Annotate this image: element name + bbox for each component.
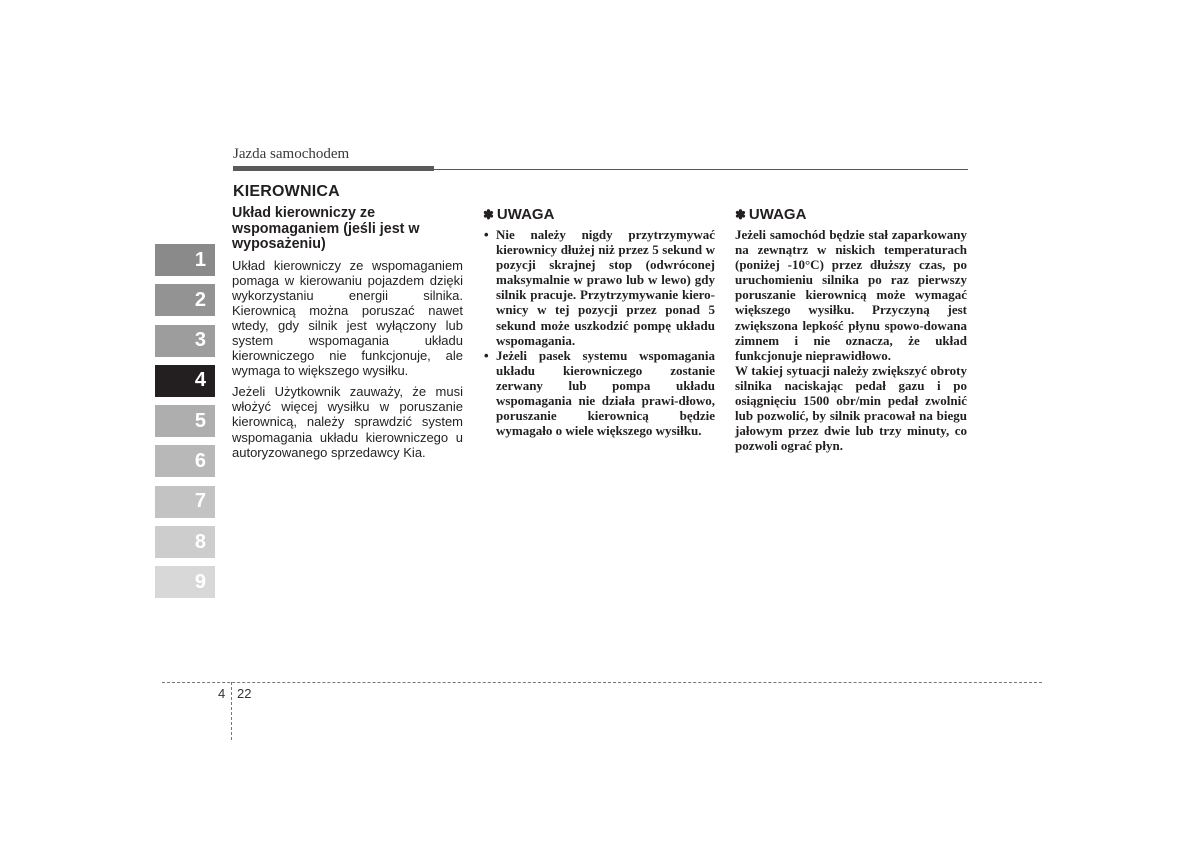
- note-bullet-list: [483, 227, 715, 438]
- chapter-tab-3[interactable]: 3: [155, 325, 215, 357]
- chapter-tab-2[interactable]: 2: [155, 284, 215, 316]
- page-number: 22: [237, 686, 252, 701]
- note-heading: [483, 206, 715, 223]
- header-rule-dark: [233, 166, 434, 171]
- list-item: • Nie należy nigdy przytrzymywać kierownicy dłużej niż przez 5 sekund w pozycji skrajnej stop (odwróconej maksymalnie w prawo lub w lewo) gdy silnik pracuje. Przytrzymywanie kiero-wnicy w tej pozycji przez ponad 5 sekund może uszkodzić pompę układu wspomagania.: [484, 227, 715, 348]
- note-paragraph-2: W takiej sytuacji należy zwiększyć obroty silnika naciskając pedał gazu i po osiągnięciu 1500 obr/min pedał zwolnić lub pozwolić, by silnik pracował na biegu jałowym przez dwie lub trzy minuty, co pozwoli ograć płyn.: [735, 362, 967, 454]
- page-chapter-number: 4: [218, 686, 226, 701]
- asterisk-icon: ✽: [483, 207, 494, 222]
- header-rule-thin: [434, 169, 968, 170]
- body-paragraph-1: Układ kierowniczy ze wspomaganiem pomaga w kierowaniu pojazdem dzięki wykorzystaniu energii silnika. Kierownicą można poruszać nawet wtedy, gdy silnik jest wyłączony lub system wspomagania układu kierowniczego nie funkcjonuje, ale wymaga to większego wysiłku.: [232, 257, 463, 379]
- footer-dashed-rule: [162, 682, 1042, 683]
- body-paragraph-2: Jeżeli Użytkownik zauważy, że musi włożyć więcej wysiłku w poruszanie kierownicą, należy sprawdzić system wspomagania układu kierowniczego u autoryzowanego sprzedawcy Kia.: [232, 384, 463, 460]
- note-heading-label: UWAGA: [748, 206, 807, 223]
- note-heading: [735, 206, 967, 223]
- note-paragraph-1: Jeżeli samochód będzie stał zaparkowany na zewnątrz w niskich temperaturach (poniżej -10°C) przez dłuższy czas, po uruchomieniu silnika po raz pierwszy poruszanie kierownicą może wymagać większego wysiłku. Przyczyną jest zwiększona lepkość płynu spowo-dowana zimnem i nie oznacza, że układ funkcjonuje nieprawidłowo.: [735, 227, 967, 363]
- chapter-tab-8[interactable]: 8: [155, 526, 215, 558]
- chapter-tab-9[interactable]: 9: [155, 566, 215, 598]
- subheading: Układ kierowniczy ze wspomaganiem (jeśli jest w wyposażeniu): [232, 205, 420, 252]
- chapter-tab-1[interactable]: 1: [155, 244, 215, 276]
- caution-note-2: [735, 206, 967, 453]
- caution-note-1: [483, 206, 715, 438]
- chapter-tab-5[interactable]: 5: [155, 405, 215, 437]
- bullet-icon: •: [484, 347, 489, 363]
- chapter-tabs: [155, 244, 215, 607]
- footer-dashed-divider: [231, 682, 232, 740]
- running-header: Jazda samochodem: [233, 146, 350, 162]
- bullet-icon: •: [484, 227, 489, 242]
- list-item: • Jeżeli pasek systemu wspomagania układu kierowniczego zostanie zerwany lub pompa układu wspomagania nie działa prawi-dłowo, poruszanie kierownicą będzie wymagało o wiele większego wysiłku.: [484, 347, 715, 439]
- chapter-tab-7[interactable]: 7: [155, 486, 215, 518]
- note-heading-label: UWAGA: [496, 206, 555, 223]
- asterisk-icon: ✽: [735, 207, 746, 222]
- chapter-tab-6[interactable]: 6: [155, 445, 215, 477]
- column-main: [232, 206, 463, 466]
- chapter-tab-4-active[interactable]: 4: [155, 365, 215, 397]
- section-title: KIEROWNICA: [233, 183, 340, 200]
